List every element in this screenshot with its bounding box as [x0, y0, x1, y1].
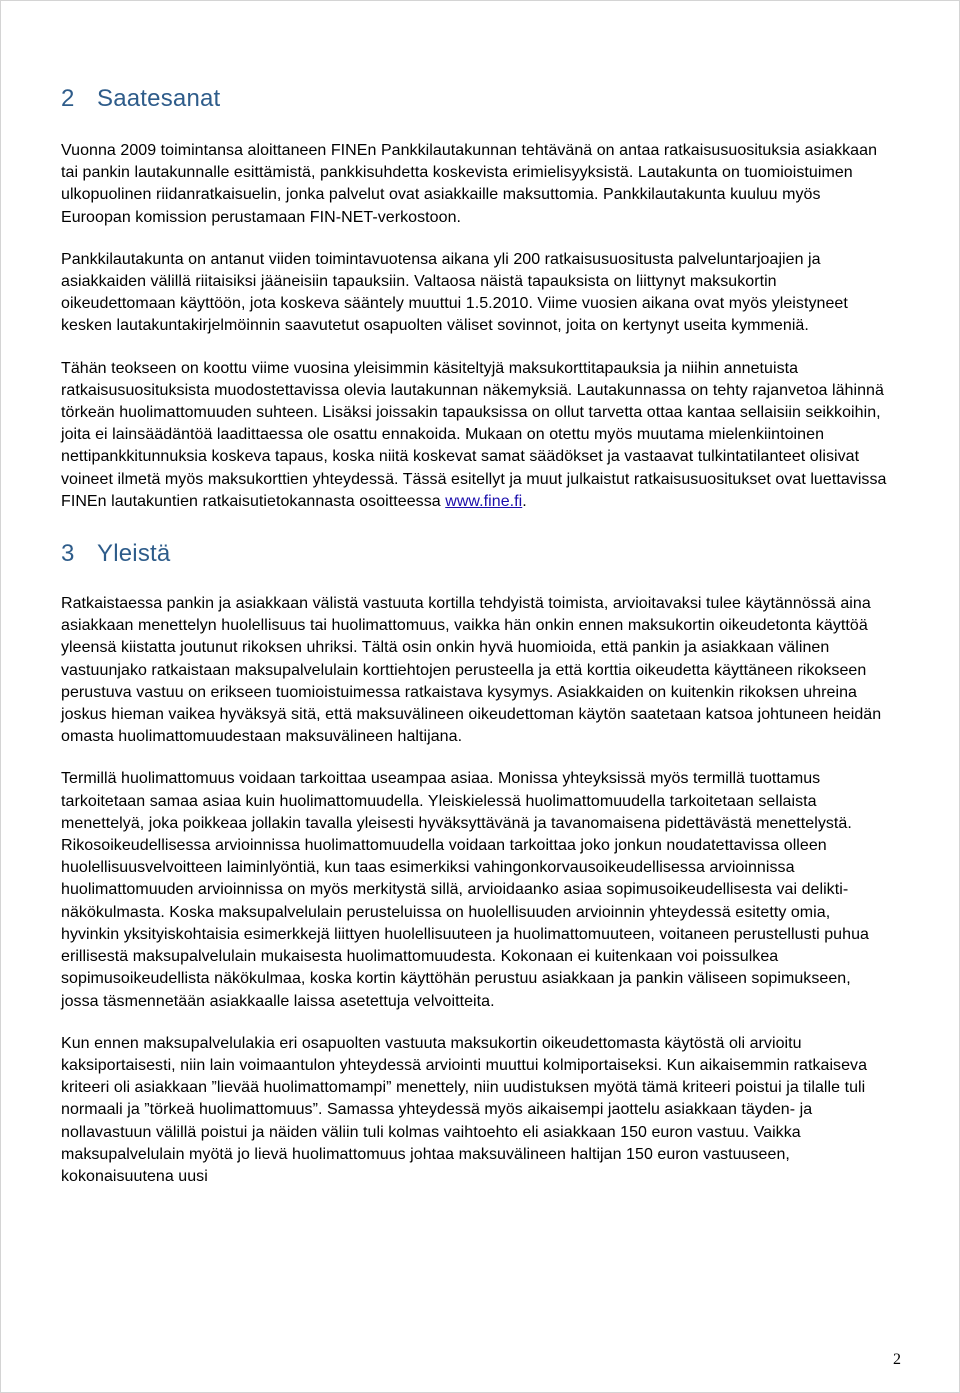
fine-website-link[interactable]: www.fine.fi [445, 492, 523, 510]
paragraph: Ratkaistaessa pankin ja asiakkaan välistä vastuuta kortilla tehdyistä toimista, arvioitavaksi tulee käytännössä aina asiakkaan menettelyn huolellisuus tai huolimattomuus, vaikka hän onkin ennen maksukortin oikeudetonta käyttöä yleensä kiistatta joutunut rikoksen uhriksi. Tältä osin onkin hyvä huomioida, että pankin ja asiakkaan välinen vastuunjako ratkaistaan maksupalvelulain korttiehtojen perusteella ja että korttia oikeudetta käyttäneen rikokseen perustuva vastuu on erikseen tuomioistuimessa ratkaistava kysymys. Asiakkaiden on kuitenkin rikoksen uhreina joskus hieman vaikea hyväksyä sitä, että maksuvälineen oikeudettoman käytön saatetaan katsoa johtuneen heidän omasta huolimattomuudestaan maksuvälineen haltijana. [61, 595, 882, 746]
section-heading-saatesanat [61, 84, 887, 114]
page-content [61, 84, 887, 1208]
paragraph-punctuation: . [522, 492, 527, 510]
page-number: 2 [893, 1351, 901, 1368]
paragraph: Pankkilautakunta on antanut viiden toimintavuotensa aikana yli 200 ratkaisusuositusta palveluntarjoajien ja asiakkaiden välillä riitaisiksi jääneisiin tapauksiin. Valtaosa näistä tapauksista on liittynyt maksukortin oikeudettomaan käyttöön, jota koskeva sääntely muuttui 1.5.2010. Viime vuosien aikana ovat myös yleistyneet kesken lautakuntakirjelmöinnin saavutetut osapuolten väliset sovinnot, joita on kertynyt useita kymmeniä. [61, 250, 848, 335]
section-number: 2 [61, 85, 75, 112]
paragraph: Kun ennen maksupalvelulakia eri osapuolten vastuuta maksukortin oikeudettomasta käytöstä oli arvioitu kaksiportaisesti, niin lain voimaantulon yhteydessä arviointi muuttui kolmiportaiseksi. Kun aikaisemmin ratkaiseva kriteeri oli asiakkaan ”lievää huolimattomampi” menettely, niin uudistuksen myötä tämä kriteeri poistui ja tilalle tuli normaali ja ”törkeä huolimattomuus”. Samassa yhteydessä myös aikaisempi jaottelu asiakkaan täyden- ja nollavastuun välillä poistui ja näiden väliin tuli kolmas vaihtoehto eli asiakkaan 150 euron vastuu. Vaikka maksupalvelulain myötä jo lievä huolimattomuus johtaa maksuvälineen haltijan 150 euron vastuuseen, kokonaisuutena uusi [61, 1034, 868, 1185]
section-title: Saatesanat [97, 85, 221, 112]
section-title: Yleistä [97, 540, 171, 568]
paragraph-text: Tähän teokseen on koottu viime vuosina yleisimmin käsiteltyjä maksukorttitapauksia ja niihin annetuista ratkaisusuosituksista muodostettavissa olevia lautakunnan näkemyksiä. Lautakunnassa on tehty rajanvetoa lähinnä törkeän huolimattomuuden suhteen. Lisäksi joissakin tapauksissa on ollut tarvetta ottaa kantaa sellaisiin seikkoihin, joita ei lainsäädäntöä laadittaessa ole osattu ennakoida. Mukaan on otettu myös muutama mielenkiintoinen nettipankkitunnuksia koskeva tapaus, koska niitä koskevat samat säädökset ja vastaavat tulkintatilanteet olisivat voineet ilmetä myös maksukorttien yhteydessä. Tässä esitellyt ja muut julkaistut ratkaisusuositukset ovat luettavissa FINEn lautakuntien ratkaisutietokannasta osoitteessa [61, 359, 887, 510]
section-heading-yleista [61, 539, 887, 569]
section-number: 3 [61, 540, 75, 568]
paragraph: Termillä huolimattomuus voidaan tarkoittaa useampaa asiaa. Monissa yhteyksissä myös termillä tuottamus tarkoitetaan samaa asiaa kuin huolimattomuudella. Yleiskielessä huolimattomuudella tarkoitetaan sellaista menettelyä, joka poikkeaa jollakin tavalla yleisesti hyväksyttävänä ja tavanomaisena pidettävästä menettelystä. Rikosoikeudellisessa arvioinnissa huolimattomuudella voidaan tarkoittaa joko jonkun noudatettavissa olleen huolellisuusvelvoitteen laiminlyöntiä, kun taas esimerkiksi vahingonkorvausoikeudellisessa arvioinnissa huolimattomuuden arvioinnissa on myös merkitystä sillä, arvioidaanko asiaa sopimusoikeudellisesta vai delikti-näkökulmasta. Koska maksupalvelulain perusteluissa on huolellisuuden arvioinnin yhteydessä esitetty omia, hyvinkin yksityiskohtaisia esimerkkejä liittyen huolellisuuteen ja huolimattomuuteen, voitaneen perustellusti puhua erillisestä maksupalvelulain mukaisesta huolimattomuudesta. Kokonaan ei kuitenkaan voi poissulkea sopimusoikeudellista näkökulmaa, koska kortin käyttöhän perustuu asiakkaan ja pankin väliseen sopimukseen, jossa täsmennetään asiakkaalle laissa asetettuja velvoitteita. [61, 770, 869, 1010]
paragraph [61, 358, 887, 513]
paragraph: Vuonna 2009 toimintansa aloittaneen FINEn Pankkilautakunnan tehtävänä on antaa ratkaisusuosituksia asiakkaan tai pankin lautakunnalle esittämistä, pankkisuhdetta koskevista erimielisyyksistä. Lautakunta on tuomioistuimen ulkopuolinen riidanratkaisuelin, jonka palvelut ovat asiakkaille maksuttomia. Pankkilautakunta kuuluu myös Euroopan komission perustamaan FIN-NET-verkostoon. [61, 142, 878, 226]
